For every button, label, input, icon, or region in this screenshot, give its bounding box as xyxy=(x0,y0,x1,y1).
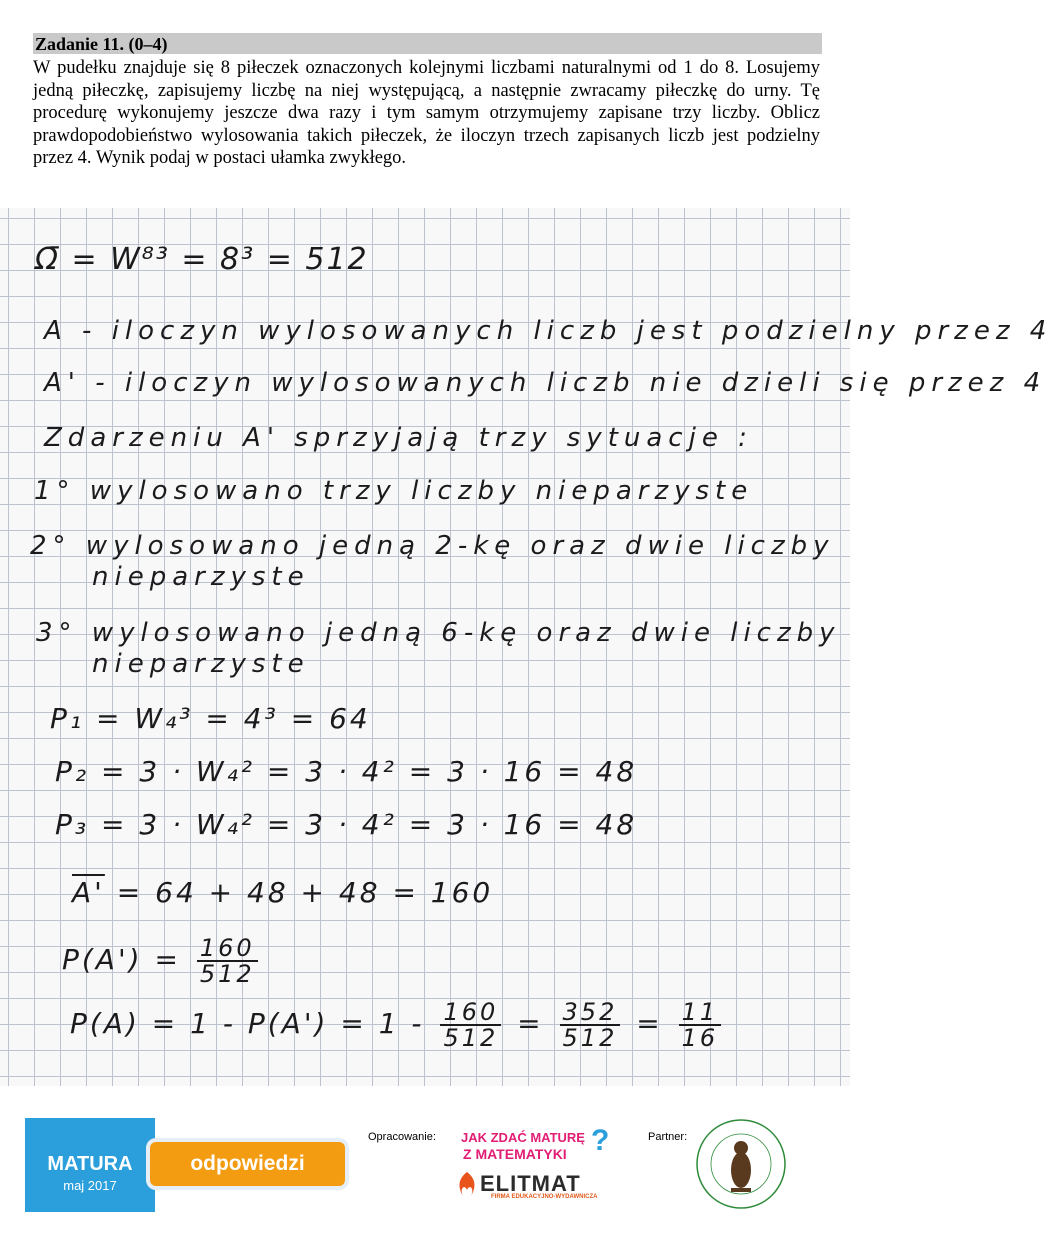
task-header xyxy=(33,33,822,54)
case-3-line-1: 3° wylosowano jedną 6-kę oraz dwie liczby xyxy=(36,618,841,648)
jak-zdac-logo-line-2: Z MATEMATYKI xyxy=(463,1146,567,1162)
matura-badge xyxy=(25,1118,155,1212)
omega-line: Ω̄ = W⁸³ = 8³ = 512 xyxy=(35,242,369,277)
elitmat-logo: ELITMAT xyxy=(480,1171,581,1196)
pa-prime-fraction xyxy=(197,936,258,986)
event-a-line: A - iloczyn wylosowanych liczb jest podzielny przez 4 xyxy=(44,316,1052,346)
a-prime-bar-symbol: A' xyxy=(72,876,105,909)
partner-label: Partner: xyxy=(648,1131,688,1143)
pa-prime-numerator: 160 xyxy=(197,936,258,962)
case-3-line-2: nieparzyste xyxy=(92,649,310,679)
event-a-prime-line: A' - iloczyn wylosowanych liczb nie dzieli się przez 4 xyxy=(44,368,1047,398)
pa-line xyxy=(70,1000,725,1050)
pa-prime-lhs: P(A') = xyxy=(62,943,181,976)
badge-main-text: MATURA xyxy=(47,1153,133,1175)
pa-prime-line xyxy=(62,936,262,986)
pa-fraction-2 xyxy=(560,1000,621,1050)
case-2-line-1: 2° wylosowano jedną 2-kę oraz dwie liczby xyxy=(30,531,835,561)
case-1-line: 1° wylosowano trzy liczby nieparzyste xyxy=(34,476,754,506)
p2-line: P₂ = 3 · W₄² = 3 · 4² = 3 · 16 = 48 xyxy=(55,755,638,788)
answers-tab xyxy=(150,1142,345,1186)
equals-sign: = xyxy=(636,1007,663,1040)
answers-tab-label: odpowiedzi xyxy=(190,1152,305,1175)
pa-fraction-2-den: 512 xyxy=(562,1024,618,1052)
elitmat-flame-icon xyxy=(455,1170,479,1200)
pa-fraction-3-den: 16 xyxy=(681,1024,719,1052)
intro-line: Zdarzeniu A' sprzyjają trzy sytuacje : xyxy=(44,423,753,453)
pa-fraction-3-num: 11 xyxy=(679,1000,722,1026)
handwritten-solution xyxy=(0,208,1052,1086)
p3-line: P₃ = 3 · W₄² = 3 · 4² = 3 · 16 = 48 xyxy=(55,808,638,841)
task-title: Zadanie 11. (0–4) xyxy=(35,34,168,54)
p1-line: P₁ = W₄³ = 4³ = 64 xyxy=(50,702,371,735)
prepared-by-label: Opracowanie: xyxy=(368,1131,436,1143)
a-prime-total-line xyxy=(72,876,493,909)
pa-fraction-3 xyxy=(679,1000,722,1050)
pa-prime-denominator: 512 xyxy=(199,960,255,988)
elitmat-subtitle: FIRMA EDUKACYJNO-WYDAWNICZA xyxy=(491,1194,598,1200)
pa-fraction-1-den: 512 xyxy=(443,1024,499,1052)
pa-lhs: P(A) = 1 - P(A') = 1 - xyxy=(70,1007,425,1040)
badge-sub-text: maj 2017 xyxy=(63,1178,117,1193)
task-text: W pudełku znajduje się 8 piłeczek oznaczonych kolejnymi liczbami naturalnymi od 1 do 8. Losujemy jedną piłeczkę, zapisujemy liczbę na niej występującą, a następnie zwracamy piłeczkę do urny. Tę procedurę wykonujemy jeszcze dwa razy i tym samym otrzymujemy zapisane trzy liczby. Oblicz prawdopodobieństwo wylosowania takich piłeczek, że iloczyn trzech zapisanych liczb jest podzielny przez 4. Wynik podaj w postaci ułamka zwykłego. xyxy=(33,58,820,168)
pa-fraction-1-num: 160 xyxy=(440,1000,501,1026)
jak-zdac-logo-line-1: JAK ZDAĆ MATURĘ xyxy=(461,1130,585,1145)
university-seal-logo xyxy=(693,1114,789,1214)
pa-fraction-1 xyxy=(440,1000,501,1050)
pa-fraction-2-num: 352 xyxy=(560,1000,621,1026)
a-prime-total-value: = 64 + 48 + 48 = 160 xyxy=(116,876,494,909)
case-2-line-2: nieparzyste xyxy=(92,562,310,592)
question-mark-icon: ? xyxy=(591,1124,610,1157)
equals-sign: = xyxy=(517,1007,544,1040)
